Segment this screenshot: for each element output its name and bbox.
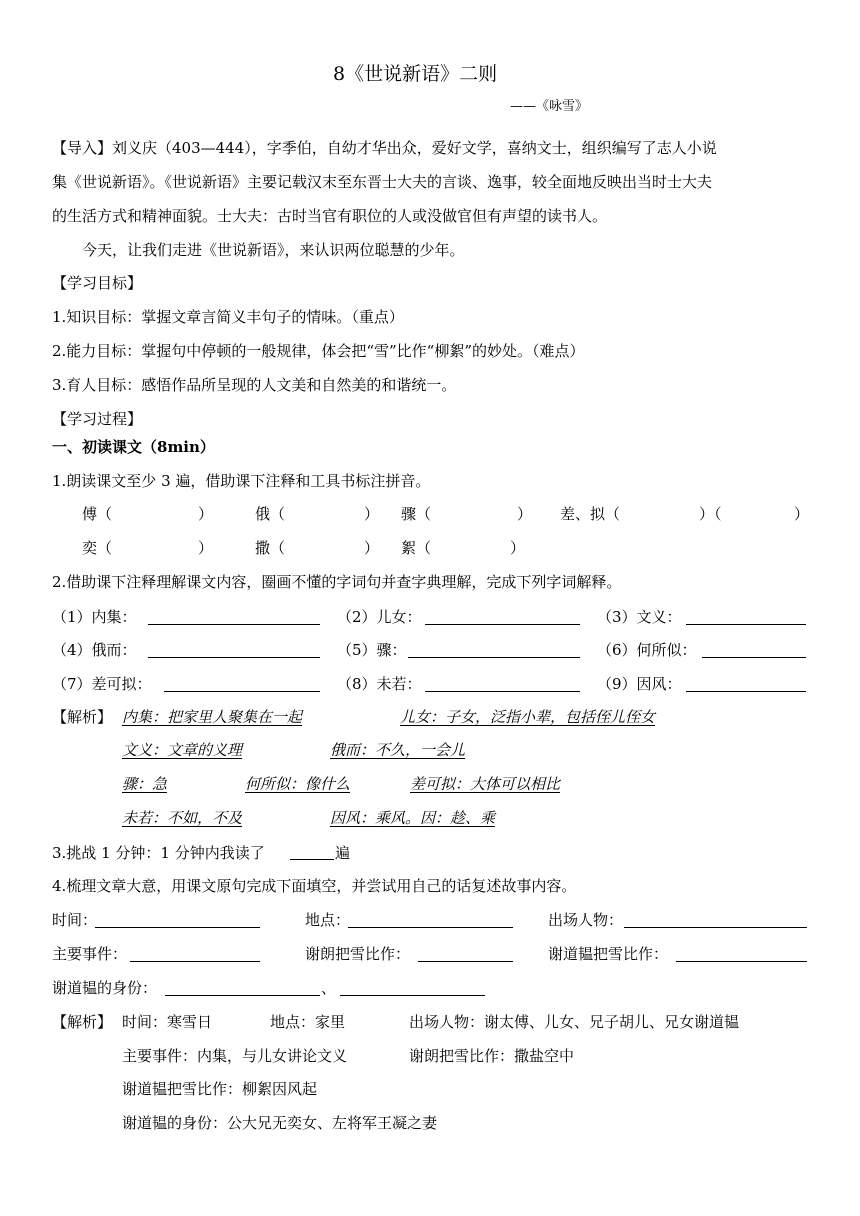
- answer-item: 主要事件：内集，与儿女讲论文义: [122, 1047, 348, 1065]
- word-label: （6）何所似：: [597, 641, 697, 659]
- word-label: （5）骤：: [337, 641, 407, 659]
- fill-blank[interactable]: [348, 927, 513, 928]
- fill-separator: 、: [321, 979, 337, 997]
- answer-blank[interactable]: [686, 691, 806, 692]
- question-3: 3.挑战 1 分钟：1 分钟内我读了: [52, 844, 265, 862]
- word-label: （7）差可拟：: [52, 675, 152, 693]
- analysis-item: 文义：文章的义理: [122, 741, 243, 759]
- analysis-item: 儿女：子女，泛指小辈，包括侄儿侄女: [400, 708, 656, 726]
- answer-blank[interactable]: [148, 657, 320, 658]
- analysis-item: 俄而：不久，一会儿: [330, 741, 466, 759]
- answer-label: 【解析】: [52, 1013, 113, 1031]
- pinyin-bracket: ）: [794, 505, 810, 523]
- pinyin-bracket: ）（: [699, 505, 722, 523]
- page-title: 8《世说新语》二则: [333, 63, 498, 85]
- fill-blank[interactable]: [418, 961, 513, 962]
- analysis-item: 未若：不如，不及: [122, 809, 243, 827]
- pinyin-char: 絮（: [401, 539, 432, 557]
- section-heading: 一、初读课文（8min）: [52, 438, 215, 456]
- analysis-item: 内集：把家里人聚集在一起: [122, 708, 303, 726]
- pinyin-bracket: ）: [198, 539, 214, 557]
- goals-header: 【学习目标】: [52, 274, 143, 292]
- answer-blank[interactable]: [164, 691, 320, 692]
- fill-blank[interactable]: [676, 961, 807, 962]
- answer-blank[interactable]: [686, 624, 806, 625]
- goal-item: 1.知识目标：掌握文章言简义丰句子的情味。（重点）: [52, 308, 404, 326]
- pinyin-char: 骤（: [401, 505, 432, 523]
- process-header: 【学习过程】: [52, 410, 143, 428]
- fill-label: 出场人物：: [548, 911, 624, 929]
- answer-item: 谢道韫的身份：公大兄无奕女、左将军王凝之妻: [122, 1114, 438, 1132]
- pinyin-bracket: ）: [198, 505, 214, 523]
- fill-label: 时间：: [52, 911, 98, 929]
- word-label: （3）文义：: [597, 608, 682, 626]
- word-label: （2）儿女：: [337, 608, 422, 626]
- pinyin-bracket: ）: [364, 539, 380, 557]
- goal-item: 3.育人目标：感悟作品所呈现的人文美和自然美的和谐统一。: [52, 376, 457, 394]
- goal-item: 2.能力目标：掌握句中停顿的一般规律，体会把“雪”比作“柳絮”的妙处。（难点）: [52, 342, 585, 360]
- fill-label: 主要事件：: [52, 945, 128, 963]
- fill-label: 谢朗把雪比作：: [305, 945, 411, 963]
- answer-blank[interactable]: [148, 624, 320, 625]
- pinyin-char: 奕（: [82, 539, 113, 557]
- question-2: 2.借助课下注释理解课文内容，圈画不懂的字词句并查字典理解，完成下列字词解释。: [52, 573, 622, 591]
- answer-item: 谢朗把雪比作：撒盐空中: [409, 1047, 575, 1065]
- fill-blank[interactable]: [95, 927, 260, 928]
- fill-blank[interactable]: [165, 995, 320, 996]
- fill-blank[interactable]: [130, 961, 260, 962]
- answer-blank[interactable]: [702, 657, 806, 658]
- fill-label: 地点：: [305, 911, 351, 929]
- answer-item: 地点：家里: [270, 1013, 346, 1031]
- word-label: （9）因风：: [597, 675, 682, 693]
- pinyin-bracket: ）: [517, 505, 533, 523]
- word-label: （4）俄而：: [52, 641, 137, 659]
- word-label: （8）未若：: [337, 675, 422, 693]
- question-3-suffix: 遍: [335, 844, 351, 862]
- answer-blank[interactable]: [425, 691, 580, 692]
- answer-blank[interactable]: [408, 657, 580, 658]
- question-4: 4.梳理文章大意，用课文原句完成下面填空，并尝试用自己的话复述故事内容。: [52, 877, 577, 895]
- answer-item: 出场人物：谢太傅、儿女、兄子胡儿、兄女谢道韫: [409, 1013, 740, 1031]
- analysis-item: 差可拟：大体可以相比: [410, 775, 561, 793]
- answer-item: 时间：寒雪日: [122, 1013, 213, 1031]
- pinyin-bracket: ）: [510, 539, 526, 557]
- analysis-item: 因风：乘风。因：趁、乘: [330, 809, 496, 827]
- intro-line: 集《世说新语》。《世说新语》主要记载汉末至东晋士大夫的言谈、逸事，较全面地反映出当时士大夫: [52, 173, 713, 191]
- pinyin-char: 差、拟（: [560, 505, 621, 523]
- count-blank[interactable]: [290, 859, 334, 860]
- question-1: 1.朗读课文至少 3 遍，借助课下注释和工具书标注拼音。: [52, 472, 431, 490]
- pinyin-char: 傅（: [82, 505, 113, 523]
- analysis-item: 何所似：像什么: [245, 775, 351, 793]
- page-subtitle: ——《咏雪》: [510, 99, 589, 114]
- fill-label: 谢道韫把雪比作：: [548, 945, 669, 963]
- analysis-label: 【解析】: [52, 708, 113, 726]
- fill-blank[interactable]: [340, 995, 485, 996]
- pinyin-char: 俄（: [255, 505, 286, 523]
- intro-line: 【导入】刘义庆（403—444），字季伯，自幼才华出众，爱好文学，喜纳文士，组织编写了志人小说: [52, 139, 717, 157]
- fill-blank[interactable]: [624, 927, 807, 928]
- word-label: （1）内集：: [52, 608, 137, 626]
- pinyin-bracket: ）: [364, 505, 380, 523]
- answer-blank[interactable]: [425, 624, 580, 625]
- answer-item: 谢道韫把雪比作：柳絮因风起: [122, 1080, 318, 1098]
- intro-line: 今天，让我们走进《世说新语》，来认识两位聪慧的少年。: [82, 241, 465, 259]
- pinyin-char: 撒（: [255, 539, 286, 557]
- intro-line: 的生活方式和精神面貌。士大夫：古时当官有职位的人或没做官但有声望的读书人。: [52, 207, 608, 225]
- analysis-item: 骤：急: [122, 775, 168, 793]
- fill-label: 谢道韫的身份：: [52, 979, 158, 997]
